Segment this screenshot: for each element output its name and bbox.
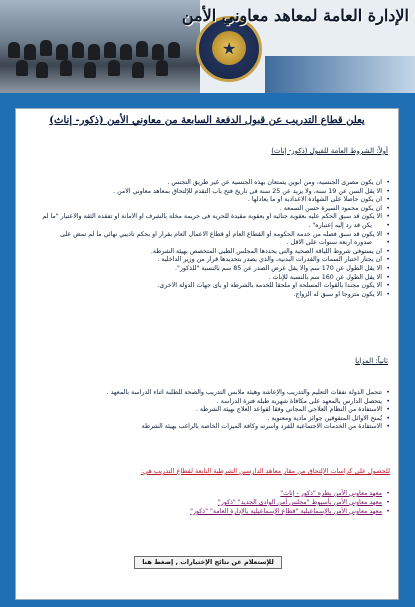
institute-link-ismailia[interactable]: • معهد معاوني الأمن بالإسماعيلية "قطاع الإسماعيلية بالإدارة العامة" "ذكور": [190, 507, 390, 516]
list-item: • ألا يكون مجنداً بالقوات المسلحة أو ملحقاً للخدمة بالشرطة أو بأى جهات الدولة الأخرى.: [22, 282, 390, 291]
figure: [40, 40, 52, 56]
banner-decoration: [265, 56, 415, 93]
figure: [72, 42, 84, 58]
benefits-title: ثانياً: المزايا: [355, 357, 388, 365]
figure: [24, 44, 36, 60]
site-title: الإدارة العامة لمعاهد معاوني الأمن: [181, 6, 409, 25]
conditions-list: [22, 179, 390, 299]
list-item: • أن يستوفى شروط اللياقة الصحية والتى يحددها المجلس الطبى المتخصص بهيئة الشرطة.: [22, 248, 390, 257]
figure: [136, 41, 148, 57]
figure: [36, 62, 48, 78]
registration-title: للحصول على كراسات الإلتحاق من مقار معاهد الدارسين الشرطية التابعة لقطاع التدريب هي:: [140, 467, 390, 475]
list-item: • ألا يكون متزوجاً أو سبق له الزواج.: [22, 291, 390, 300]
list-item: • أن يكون محمود السيرة حسن السمعة .: [22, 205, 390, 214]
institute-link-assiut[interactable]: • معهد معاوني الأمن بأسيوط "مجلس أمن الوادى الجديد" "ذكور": [190, 498, 390, 507]
figure: [56, 44, 68, 60]
list-item: • ألا يقل الطول عن 170 سم وألا يقل عرض الصدر عن 85 سم بالنسبة "للذكور".: [22, 265, 390, 274]
police-emblem-icon: [196, 16, 262, 82]
star-icon: ★: [222, 39, 237, 58]
figure: [104, 42, 116, 58]
content-panel: [15, 108, 399, 600]
institute-link-tora[interactable]: • معهد معاوني الأمن بطره "ذكور - إناث": [190, 489, 390, 498]
figure: [168, 42, 180, 58]
figure: [132, 62, 144, 78]
list-item: • تتحمل الدولة نفقات التعليم والتدريب والإعاشة وهيئة ملابس التدريب والصحة للطلبة أثناء الدراسة بالمعهد .: [22, 389, 390, 398]
list-item: • يُمنح الأوائل المتفوقين جوائز مادية ومعنوية .: [22, 415, 390, 424]
list-item: • أن يجتاز اختبار السمات والقدرات البدنية، والذي يصدر بتحديدها قرار من وزير الداخلية .: [22, 256, 390, 265]
figure: [156, 60, 168, 76]
page-title: يعلن قطاع التدريب عن قبول الدفعة السابعة من معاوني الأمن (ذكور- إناث): [49, 115, 365, 126]
list-item: • ألا يكون قد سبق فصله من خدمة الحكومة أو القطاع العام أو قطاع الأعمال العام بقرار أو بحكم تأديبي نهائي ما لم تمض على: [22, 231, 390, 240]
figure: [60, 60, 72, 76]
figure: [108, 60, 120, 76]
figure: [152, 44, 164, 60]
results-inquiry-button[interactable]: للإستعلام عن نتائج الإختبارات , إضغط هنا: [134, 556, 282, 569]
list-item: • صدوره أربعة سنوات على الأقل .: [22, 239, 390, 248]
list-item: • ألا يقل الطول عن 160 سم بالنسبة للإناث .: [22, 274, 390, 283]
figure: [84, 62, 96, 78]
figure: [16, 60, 28, 76]
figure: [88, 44, 100, 60]
benefits-list: [22, 389, 390, 432]
registration-links: [190, 489, 390, 516]
header-banner: [0, 0, 415, 93]
list-item: • الاستفادة من الخدمات الاجتماعية للفرد وأسرته وكافة الميزات الخاصة بالراغب بهيئة الشرطة: [22, 423, 390, 432]
list-item: • ألا يقل السن عن 19 سنة، ولا يزيد عن 25 سنة فى تاريخ فتح باب التقدم للإلتحاق بمعاهد معاوني الأمن .: [22, 188, 390, 197]
conditions-title: أولاً: الشروط العامة للقبول (ذكور- إناث): [271, 147, 388, 155]
list-item: • ألا يكون قد سبق الحكم عليه بعقوبة جنائية أو بعقوبة مقيدة للحرية فى جريمة مخلة بالشرف أو الأمانة أو تفقده الثقة والاعتبار "ما لم: [22, 213, 390, 222]
list-item: • أن يكون مصرى الجنسية، ومن أبوين يتمتعان بهذه الجنسية عن غير طريق التجنس .: [22, 179, 390, 188]
list-item: • يتحصل الدارس بالمعهد على مكافأة شهرية طيلة فترة الدراسة .: [22, 398, 390, 407]
list-item: • أن يكون حاصلاً على الشهادة الاعدادية أو ما يعادلها .: [22, 196, 390, 205]
list-item: • الاستفادة من النظام العلاجي المجاني وفقاً لقواعد العلاج بهيئة الشرطة .: [22, 406, 390, 415]
figure: [8, 42, 20, 58]
figure: [120, 44, 132, 60]
list-item: • يكن قد رد إليه إعتباره" .: [22, 222, 390, 231]
